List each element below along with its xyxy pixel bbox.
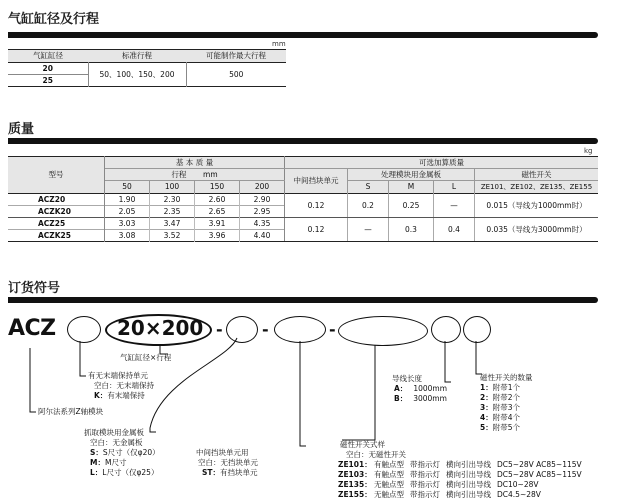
option-lamp: 带指示灯 (410, 490, 440, 499)
option-lamp: 带指示灯 (410, 470, 440, 479)
mass-switch-models: ZE101、ZE102、ZE135、ZE155 (480, 183, 593, 191)
bore-header-standard: 标准行程 (122, 51, 152, 60)
option-text: M尺寸 (104, 458, 127, 467)
option-text: 附带3个 (492, 403, 520, 412)
option-code: L： (90, 468, 103, 477)
mass-cell: 2.65 (195, 206, 240, 218)
mass-cell: 2.35 (150, 206, 195, 218)
option-volt: DC5~28V AC85~115V (497, 460, 582, 469)
option-text: 附带2个 (492, 393, 520, 402)
option-text: L尺寸（仅φ25） (102, 468, 159, 477)
option-text: 附带4个 (492, 413, 520, 422)
mass-group2-switch: 0.035（导线为3000mm时） (475, 218, 599, 242)
mass-group1-switch: 0.015（导线为1000mm时） (475, 194, 599, 218)
order-size-caption: 气缸缸径×行程 (120, 353, 172, 362)
mass-stroke-50: 50 (105, 181, 150, 194)
option-text: 无触点型 (374, 490, 404, 499)
option-code: 1： (480, 383, 493, 392)
mass-unit: kg (584, 147, 593, 155)
order-dash: - (329, 320, 336, 339)
mass-row-model: ACZ20 (8, 194, 105, 206)
option-code: ZE101： (338, 460, 372, 469)
order-count-oval (463, 316, 491, 343)
order-plate-oval (226, 316, 258, 343)
option-text: 有挡块单元 (220, 468, 258, 477)
order-lead-oval (431, 316, 461, 343)
mass-stroke-150: 150 (195, 181, 240, 194)
option-code: 4： (480, 413, 493, 422)
option-code: ZE103： (338, 470, 372, 479)
bore-section-title: 气缸缸径及行程 (8, 12, 100, 27)
mass-cell: 2.30 (150, 194, 195, 206)
mass-group1-s: 0.2 (348, 194, 389, 218)
mass-group2-s: — (348, 218, 389, 242)
option-text: 无挡块单元 (220, 458, 258, 467)
mass-group1-l: — (434, 194, 475, 218)
option-text: 无金属板 (112, 438, 143, 447)
order-plate-title: 抓取模块用金属板 (84, 428, 144, 437)
mass-cell: 3.47 (150, 218, 195, 230)
mass-section-title: 质量 (8, 122, 35, 137)
mass-row-model: ACZK20 (8, 206, 105, 218)
mass-group1-stopper: 0.12 (285, 194, 348, 218)
order-series: 阿尔法系列Z轴模块 (38, 407, 104, 416)
order-lead-block (392, 374, 447, 404)
mass-cell: 1.90 (105, 194, 150, 206)
mass-cell: 3.52 (150, 230, 195, 242)
order-stopper-title: 中间挡块单元用 (196, 448, 249, 457)
mass-cell: 3.91 (195, 218, 240, 230)
mass-stroke-label: 行程 (171, 169, 187, 179)
option-text: S尺寸（仅φ20） (102, 448, 160, 457)
mass-group1-m: 0.25 (389, 194, 434, 218)
order-keep-oval (67, 316, 101, 343)
mass-group2-stopper: 0.12 (285, 218, 348, 242)
order-count-title: 磁性开关的数量 (480, 373, 533, 382)
bore-header-max: 可能制作最大行程 (206, 51, 266, 60)
order-dash: - (216, 320, 223, 339)
option-code: 3： (480, 403, 493, 412)
bore-row-25: 25 (42, 75, 53, 85)
option-text: 附带1个 (492, 383, 520, 392)
mass-header-extra: 可选加算质量 (285, 157, 599, 169)
option-code: K： (94, 391, 108, 400)
bore-header-bore: 气缸缸径 (33, 51, 63, 60)
mass-header-plate: 处理模块用金属板 (348, 169, 475, 181)
option-code: 空白： (90, 438, 113, 447)
mass-cell: 2.90 (240, 194, 285, 206)
order-lead-title: 导线长度 (392, 374, 422, 383)
option-text: 无磁性开关 (368, 450, 406, 459)
option-text: 无触点型 (374, 480, 404, 489)
mass-header-basic: 基 本 质 量 (105, 157, 285, 169)
order-keep-title: 有无末端保持单元 (88, 371, 148, 380)
mass-cell: 2.05 (105, 206, 150, 218)
bore-max-stroke: 500 (229, 69, 244, 79)
mass-stroke-200: 200 (240, 181, 285, 194)
mass-row-model: ACZK25 (8, 230, 105, 242)
order-stopper-block (196, 448, 258, 478)
mass-cell: 3.03 (105, 218, 150, 230)
mass-header-model: 型号 (8, 157, 105, 194)
mass-cell: 3.96 (195, 230, 240, 242)
bore-standard-stroke: 50、100、150、200 (88, 63, 186, 87)
mass-plate-l: L (434, 181, 475, 194)
option-code: B： (394, 394, 408, 403)
option-lead: 横向引出导线 (446, 460, 491, 469)
option-text: 1000mm (413, 384, 448, 393)
option-lead: 横向引出导线 (446, 480, 491, 489)
option-lead: 横向引出导线 (446, 470, 491, 479)
order-section-title: 订货符号 (8, 281, 61, 296)
mass-header-switch: 磁性开关 (475, 169, 599, 181)
order-dash: - (262, 320, 269, 339)
bore-unit: mm (272, 40, 286, 48)
mass-cell: 2.95 (240, 206, 285, 218)
option-text: 无末端保持 (116, 381, 154, 390)
order-stopper-oval (274, 316, 326, 343)
option-code: 空白： (94, 381, 117, 390)
mass-cell: 2.60 (195, 194, 240, 206)
option-text: 有末端保持 (107, 391, 145, 400)
order-plate-block (84, 428, 160, 478)
mass-plate-m: M (389, 181, 434, 194)
mass-group2-l: 0.4 (434, 218, 475, 242)
option-code: ZE155： (338, 490, 372, 499)
option-code: 5： (480, 423, 493, 432)
mass-group2-m: 0.3 (389, 218, 434, 242)
option-text: 附带5个 (492, 423, 520, 432)
option-code: ZE135： (338, 480, 372, 489)
mass-cell: 4.40 (240, 230, 285, 242)
order-count-block (480, 373, 533, 433)
option-text: 有触点型 (374, 470, 404, 479)
option-lamp: 带指示灯 (410, 480, 440, 489)
option-lamp: 带指示灯 (410, 460, 440, 469)
mass-stroke-100: 100 (150, 181, 195, 194)
mass-plate-s: S (348, 181, 389, 194)
order-switch-block (340, 440, 582, 500)
order-size: 20×200 (117, 316, 204, 340)
order-keep-block (88, 371, 154, 401)
option-lead: 横向引出导线 (446, 490, 491, 499)
option-code: 2： (480, 393, 493, 402)
option-code: 空白： (198, 458, 221, 467)
mass-stroke-unit: mm (203, 169, 218, 179)
mass-cell: 4.35 (240, 218, 285, 230)
order-model: ACZ (8, 316, 56, 341)
option-volt: DC4.5~28V (497, 490, 541, 499)
mass-row-model: ACZ25 (8, 218, 105, 230)
mass-header-stopper: 中间挡块单元 (285, 169, 348, 194)
order-switch-oval (338, 316, 428, 346)
mass-cell: 3.08 (105, 230, 150, 242)
order-switch-title: 磁性开关式样 (340, 440, 385, 449)
option-volt: DC5~28V AC85~115V (497, 470, 582, 479)
option-code: 空白： (346, 450, 369, 459)
option-volt: DC10~28V (497, 480, 539, 489)
option-code: ST： (202, 468, 221, 477)
option-code: A： (394, 384, 408, 393)
option-text: 有触点型 (374, 460, 404, 469)
option-code: S： (90, 448, 103, 457)
option-text: 3000mm (413, 394, 447, 403)
bore-row-20: 20 (42, 63, 53, 73)
option-code: M： (90, 458, 105, 467)
